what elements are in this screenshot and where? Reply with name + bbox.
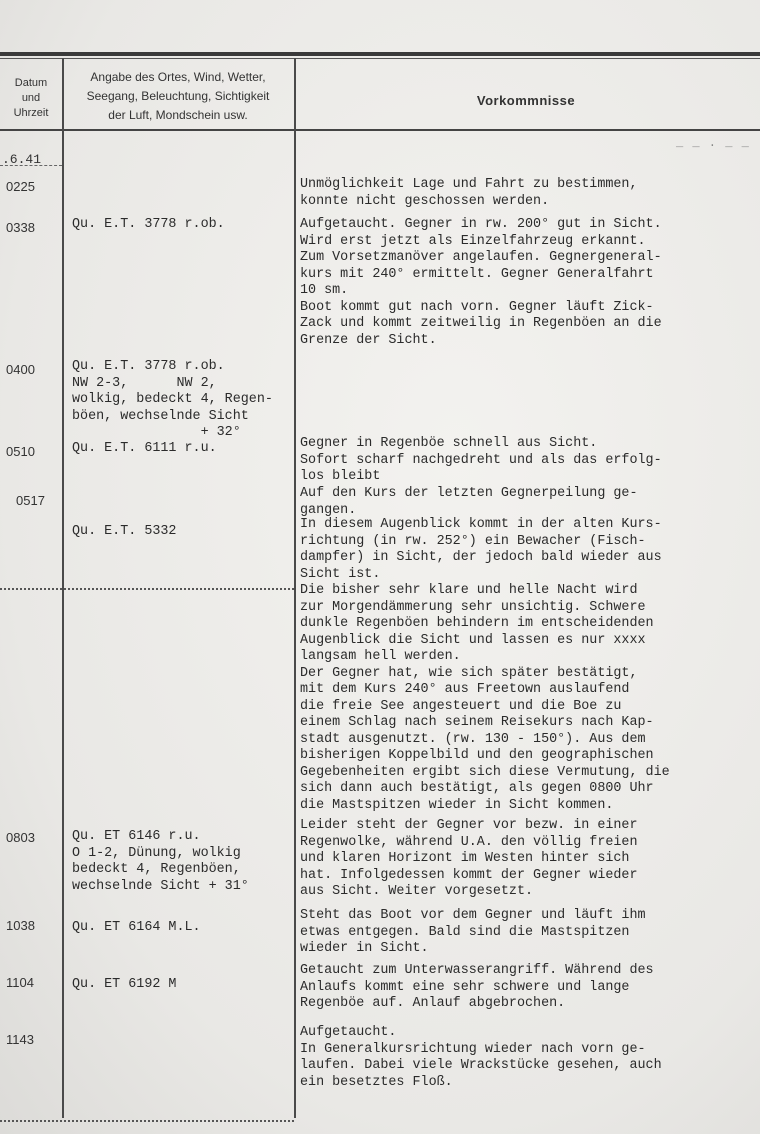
entry-event: In diesem Augenblick kommt in der alten Kurs- richtung (in rw. 252°) ein Bewacher (Fisch- dampfer) in Sicht, der jedoch bald wieder aus Sicht ist. Die bisher sehr klare und helle Nacht wird zur Morgendämmerung sehr unsichtig. Schwere dunkle Regenböen behindern im entscheidenden Augenblick die Sicht und lassen es nur xxxx langsam hell werden. Der Gegner hat, wie sich später bestätigt, mit dem Kurs 240° aus Freetown auslaufend die freie See angesteuert und die Boe zu einem Schlag nach seinem Reisekurs nach Kap- stadt ausgenutzt. (rw. 130 - 150°). Aus dem bisherigen Koppelbild und den geographischen Gegebenheiten ergibt sich diese Vermutung, die sich dann auch bestätigt, als gegen 0800 Uhr die Mastspitzen wieder in Sicht kommen. [300,517,670,813]
entry-event: Steht das Boot vor dem Gegner und läuft ihm etwas entgegen. Bald sind die Mastspitzen wieder in Sicht. [300,908,646,956]
entry-time: 1143 [6,1032,34,1047]
dotted-separator-bottom [0,1120,294,1122]
entry-event: Auf den Kurs der letzten Gegnerpeilung ge- gangen. [300,486,638,518]
entry-event: Aufgetaucht. Gegner in rw. 200° gut in Sicht. Wird erst jetzt als Einzelfahrzeug erkannt. Zum Vorsetzmanöver angelaufen. Gegnergeneral- kurs mit 240° ermittelt. Gegner Generalfahrt 10 sm. Boot kommt gut nach vorn. Gegner läuft Zick- Zack und kommt zeitweilig in Regenböen an die Grenze der Sicht. [300,217,662,348]
entry-event: Aufgetaucht. In Generalkursrichtung wieder nach vorn ge- laufen. Dabei viele Wrackstücke gesehen, auch ein besetztes Floß. [300,1025,662,1090]
entry-event: Leider steht der Gegner vor bezw. in einer Regenwolke, während U.A. den völlig freien und klaren Horizont im Westen hinter sich hat. Infolgedessen kommt der Gegner wieder aus Sicht. Weiter vorgesetzt. [300,818,638,899]
entry-time: 0510 [6,444,35,459]
entry-place: Qu. ET 6146 r.u. O 1-2, Dünung, wolkig bedeckt 4, Regenböen, wechselnde Sicht + 31° [72,829,249,894]
entry-time: 0803 [6,830,35,845]
entry-event: Getaucht zum Unterwasserangriff. Während des Anlaufs kommt eine sehr schwere und lange Regenböe auf. Anlauf abgebrochen. [300,963,654,1011]
header-top-rule [0,52,760,56]
entry-event: Gegner in Regenböe schnell aus Sicht. Sofort scharf nachgedreht und als das erfolg- los bleibt [300,436,662,484]
entry-place: Qu. E.T. 3778 r.ob. [72,217,225,232]
entry-time: 0225 [6,179,35,194]
entry-time: 0400 [6,362,35,377]
entry-place: Qu. E.T. 3778 r.ob. NW 2-3, NW 2, wolkig, bedeckt 4, Regen- böen, wechselnde Sicht + 32° [72,359,273,440]
header-bottom-rule [0,129,760,131]
entry-time: 1104 [6,975,34,990]
date-underline [0,165,62,167]
entry-place: Qu. E.T. 6111 r.u. [72,441,217,456]
header-date-column: Datum und Uhrzeit [13,77,49,119]
entry-time: 0338 [6,220,35,235]
entry-place: Qu. E.T. 5332 [72,524,177,539]
entry-place: Qu. ET 6192 M [72,977,177,992]
header-place-column: Angabe des Ortes, Wind, Wetter, Seegang, Beleuchtung, Sichtigkeit der Luft, Mondschein usw. [86,70,270,122]
header-events-column: Vorkommnisse [476,93,576,108]
entry-time: 1038 [6,918,35,933]
place-column-divider [294,58,296,1118]
entry-place: Qu. ET 6164 M.L. [72,920,201,935]
entry-time: 0517 [16,493,45,508]
page-stamp: _ _ . _ _ [676,136,750,150]
header-top-rule-thin [0,58,760,59]
dotted-separator [0,588,294,590]
date-label: .6.41 [2,152,42,167]
entry-event: Unmöglichkeit Lage und Fahrt zu bestimmen, konnte nicht geschossen werden. [300,177,638,209]
